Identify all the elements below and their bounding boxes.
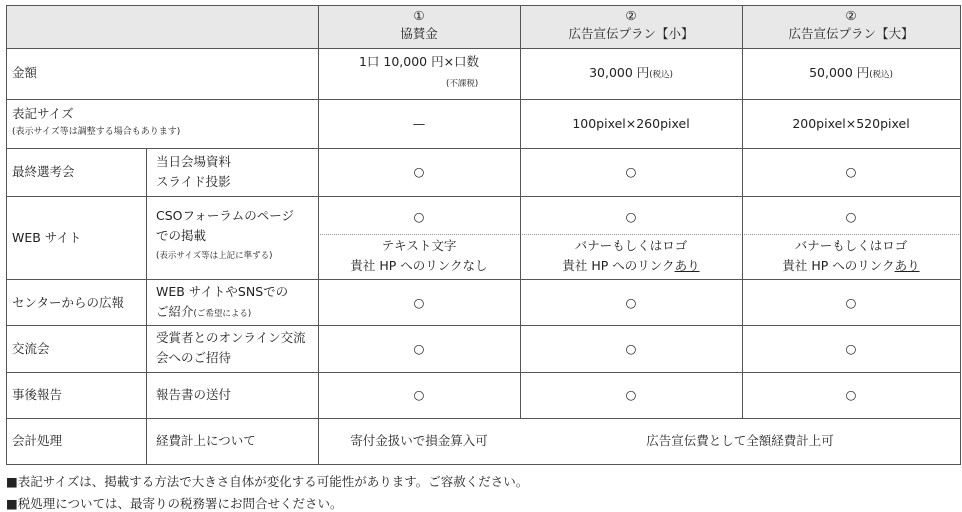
row-label-size: 表記サイズ [12, 106, 74, 121]
exchange-detail-line2: 会へのご招待 [156, 350, 232, 365]
report-col1-mark: ○ [413, 387, 425, 402]
center-detail-line1: WEB サイトやSNSでの [156, 284, 289, 299]
final-col3-mark: ○ [845, 164, 857, 179]
web-col3-sub2-underlined: あり [894, 258, 920, 273]
price-col2-note: (税込) [649, 70, 673, 80]
header-col3-name: 広告宣伝プラン【大】 [788, 26, 914, 41]
web-detail-line2: での掲載 [156, 228, 207, 243]
center-detail-note: (ご希望による) [193, 309, 252, 319]
price-col1-value: 1口 10,000 円×口数 [358, 54, 480, 69]
price-col1-note: (不課税) [446, 79, 479, 89]
header-col1-name: 協賛金 [400, 26, 438, 41]
center-col3-mark: ○ [845, 295, 857, 310]
web-col2-mark: ○ [625, 209, 637, 224]
exchange-col2-mark: ○ [625, 341, 637, 356]
final-detail-line2: スライド投影 [156, 174, 231, 189]
price-col2-cell [520, 65, 742, 83]
row-label-center: センターからの広報 [12, 295, 125, 310]
center-col1-mark: ○ [413, 295, 425, 310]
row-sublabel-size: (表示サイズ等は調整する場合もあります) [12, 127, 181, 137]
price-col3-cell [742, 65, 960, 83]
web-col3-sub1: バナーもしくはロゴ [794, 238, 908, 253]
price-col2-value: 30,000 円 [589, 65, 650, 80]
row-label-accounting: 会計処理 [12, 433, 63, 448]
header-col2-number: ② [625, 8, 637, 23]
exchange-col1-mark: ○ [413, 341, 425, 356]
web-detail-note: (表示サイズ等は上記に準ずる) [156, 251, 273, 261]
header-col2-name: 広告宣伝プラン【小】 [568, 26, 694, 41]
price-col3-value: 50,000 円 [809, 65, 870, 80]
accounting-col1-value: 寄付金扱いで損金算入可 [350, 433, 488, 448]
footnote-tax: ■税処理については、最寄りの税務署にお問合せください。 [6, 496, 343, 511]
price-col3-note: (税込) [869, 70, 893, 80]
web-col2-sub2 [520, 258, 742, 274]
exchange-col3-mark: ○ [845, 341, 857, 356]
row-label-exchange: 交流会 [12, 341, 50, 356]
row-label-report: 事後報告 [12, 387, 63, 402]
footnote-size: ■表記サイズは、掲載する方法で大きさ自体が変化する可能性があります。ご容赦ください。 [6, 474, 529, 489]
size-col3-value: 200pixel×520pixel [792, 116, 910, 131]
header-col3-number: ② [845, 8, 857, 23]
web-col2-sub1: バナーもしくはロゴ [574, 238, 688, 253]
center-detail-line2-wrap [156, 304, 251, 322]
row-label-final: 最終選考会 [12, 164, 75, 179]
report-col2-mark: ○ [625, 387, 637, 402]
web-col3-sub2-text: 貴社 HP へのリンク [782, 258, 895, 273]
web-col1-sub2: 貴社 HP へのリンクなし [350, 258, 488, 273]
accounting-col23-value: 広告宣伝費として全額経費計上可 [646, 433, 834, 448]
web-col1-mark: ○ [413, 209, 425, 224]
web-col2-sub2-underlined: あり [674, 258, 700, 273]
report-col3-mark: ○ [845, 387, 857, 402]
center-col2-mark: ○ [625, 295, 637, 310]
web-col3-sub2 [742, 258, 960, 274]
header-col1-number: ① [413, 8, 425, 23]
row-label-web: WEB サイト [12, 230, 82, 245]
exchange-detail-line1: 受賞者とのオンライン交流 [156, 330, 306, 345]
web-col2-sub2-text: 貴社 HP へのリンク [562, 258, 675, 273]
report-detail-line1: 報告書の送付 [156, 387, 232, 402]
final-detail-line1: 当日会場資料 [156, 154, 232, 169]
final-col1-mark: ○ [413, 164, 425, 179]
center-detail-line2: ご紹介 [156, 304, 194, 319]
web-detail-line1: CSOフォーラムのページ [156, 208, 295, 223]
size-col1-value: — [412, 116, 426, 131]
final-col2-mark: ○ [625, 164, 637, 179]
accounting-detail-line1: 経費計上について [156, 433, 256, 448]
web-col3-mark: ○ [845, 209, 857, 224]
row-label-price: 金額 [12, 65, 38, 80]
web-col1-sub1: テキスト文字 [381, 238, 457, 253]
size-col2-value: 100pixel×260pixel [572, 116, 690, 131]
